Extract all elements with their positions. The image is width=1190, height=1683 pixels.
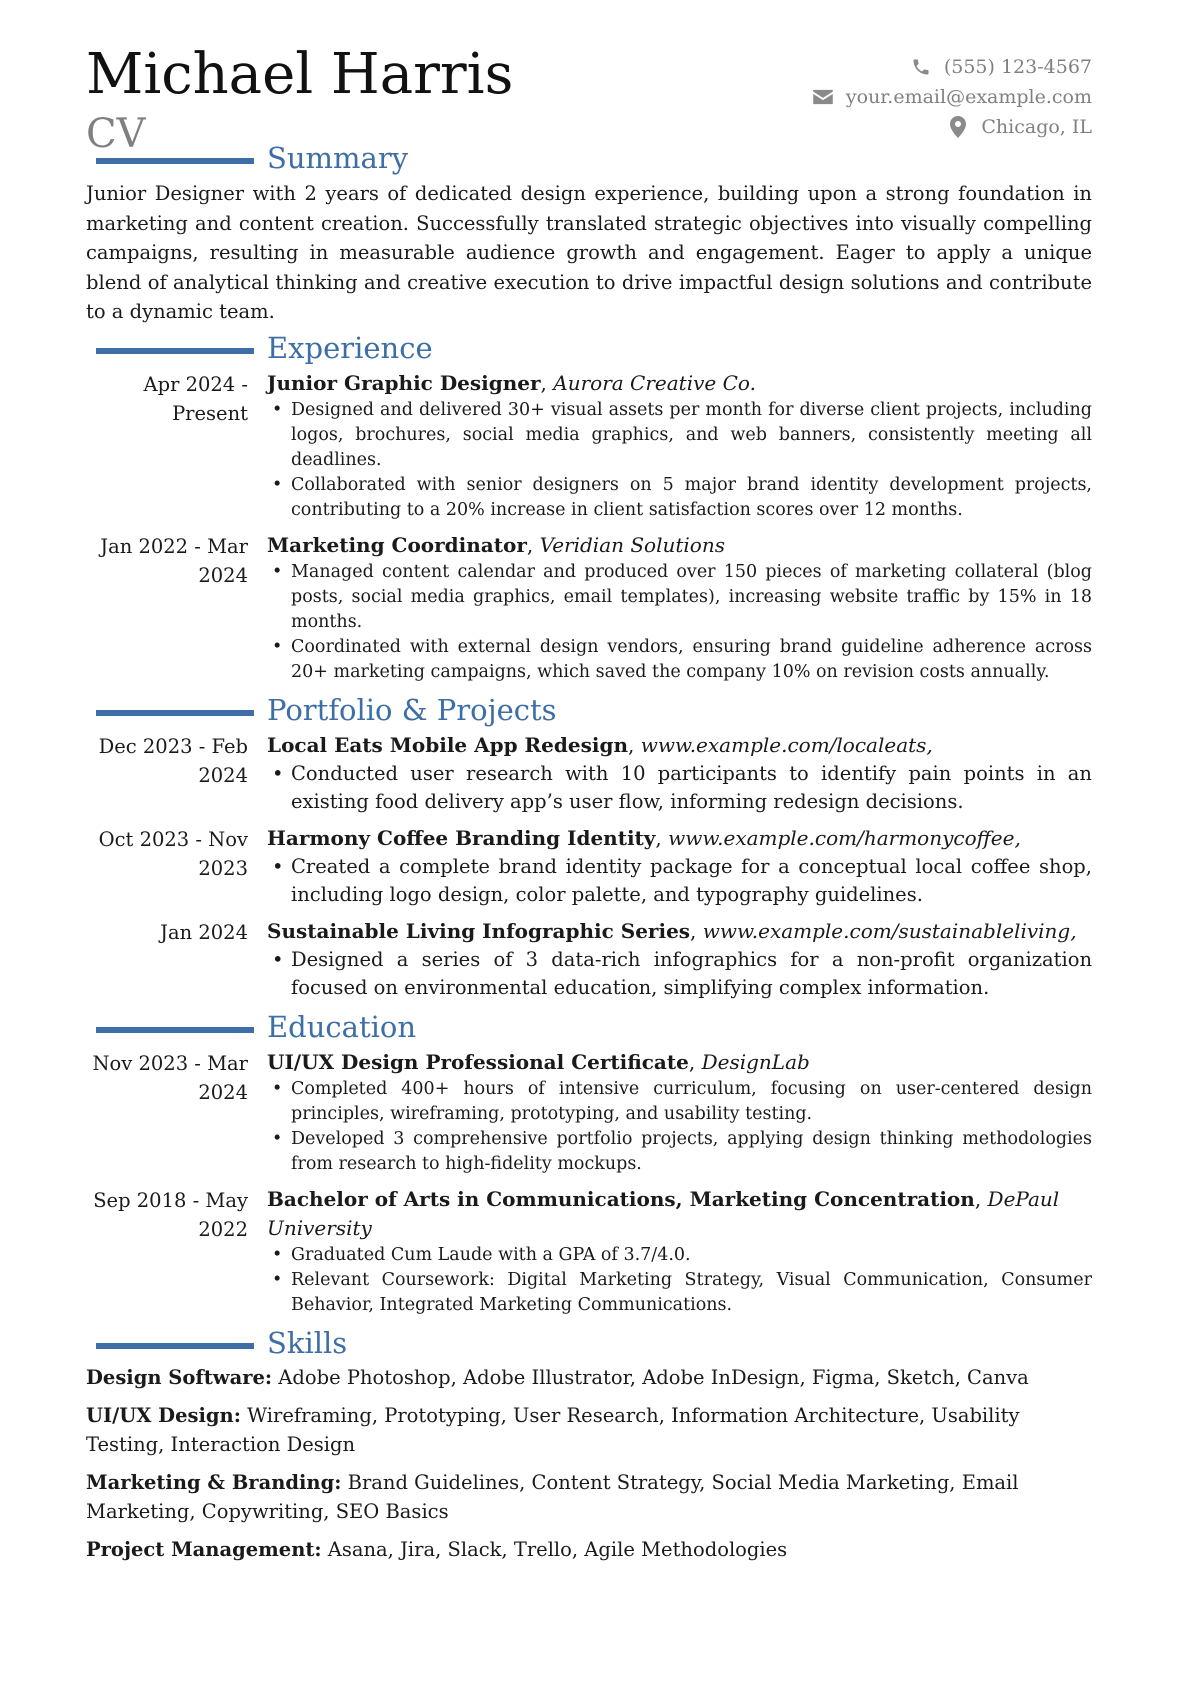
entry-bullets [267, 560, 1092, 685]
list-item: • Completed 400+ hours of intensive curriculum, focusing on user-centered design principles, wireframing, prototyping, and usability testing. [267, 1077, 1092, 1127]
education-entry: Sep 2018 - May 2022 Bachelor of Arts in Communications, Marketing Concentration, DePaul University • Graduated Cum Laude with a GPA of 3.7/4.0. • Relevant Coursework: Digital Marketing Strategy, Visual Communication, Consumer Behavior, Integrated Marketing Communications. [86, 1185, 1092, 1318]
project-entry: Dec 2023 - Feb 2024 Local Eats Mobile App Redesign, www.example.com/localeats, • Conducted user research with 10 participants to identify pain points in an existing food delivery app’s user flow, informing redesign decisions. [86, 731, 1092, 816]
section-header-summary [86, 141, 1092, 179]
section-accent-bar [96, 1343, 254, 1349]
list-item: • Designed a series of 3 data-rich infographics for a non-profit organization focused on environmental education, simplifying complex information. [267, 946, 1092, 1002]
list-item: • Relevant Coursework: Digital Marketing Strategy, Visual Communication, Consumer Behavior, Integrated Marketing Communications. [267, 1268, 1092, 1318]
skill-label: UI/UX Design: [86, 1404, 241, 1427]
entry-bullets [267, 853, 1092, 909]
entry-bullets [267, 760, 1092, 816]
section-accent-bar [96, 158, 254, 164]
section-accent-bar [96, 348, 254, 354]
section-header-education [86, 1010, 1092, 1048]
list-item: • Developed 3 comprehensive portfolio projects, applying design thinking methodologies from research to high-fidelity mockups. [267, 1127, 1092, 1177]
entry-date: Apr 2024 - Present [143, 372, 248, 425]
project-entry: Oct 2023 - Nov 2023 Harmony Coffee Branding Identity, www.example.com/harmonycoffee, • Created a complete brand identity package for a conceptual local coffee shop, including logo design, color palette, and typography guidelines. [86, 824, 1092, 909]
list-item: • Created a complete brand identity package for a conceptual local coffee shop, including logo design, color palette, and typography guidelines. [267, 853, 1092, 909]
skill-values: Asana, Jira, Slack, Trello, Agile Methodologies [327, 1538, 788, 1561]
email-address: your.email@example.com [845, 86, 1092, 108]
entry-org: DesignLab [701, 1049, 810, 1074]
list-item: • Collaborated with senior designers on 5 major brand identity development projects, contributing to a 20% increase in client satisfaction scores over 12 months. [267, 473, 1092, 523]
skills-list [86, 1364, 1092, 1565]
section-title: Summary [267, 141, 409, 175]
entry-bullets [267, 398, 1092, 523]
entry-degree: Bachelor of Arts in Communications, Marketing Concentration [267, 1186, 975, 1211]
project-entry: Jan 2024 Sustainable Living Infographic Series, www.example.com/sustainableliving, • Designed a series of 3 data-rich infographics for a non-profit organization focused on environmental education, simplifying complex information. [86, 917, 1092, 1002]
section-accent-bar [96, 710, 254, 716]
entry-org: Aurora Creative Co. [553, 370, 756, 395]
skill-group [86, 1469, 1092, 1526]
skill-label: Design Software: [86, 1365, 273, 1389]
skill-values: Brand Guidelines, Content Strategy, Social Media Marketing, Email Marketing, Copywriting, SEO Basics [86, 1471, 1019, 1523]
list-item: • Conducted user research with 10 participants to identify pain points in an existing food delivery app’s user flow, informing redesign decisions. [267, 760, 1092, 816]
project-name: Local Eats Mobile App Redesign [267, 732, 628, 757]
section-title: Portfolio & Projects [267, 692, 557, 727]
contact-location [672, 112, 1092, 142]
entry-date: Nov 2023 - Mar 2024 [92, 1051, 248, 1104]
phone-icon [908, 56, 934, 78]
entry-date: Sep 2018 - May 2022 [93, 1188, 248, 1241]
section-header-skills [86, 1326, 1092, 1364]
entry-role: Marketing Coordinator [267, 532, 527, 557]
list-item: • Graduated Cum Laude with a GPA of 3.7/4.0. [267, 1243, 1092, 1268]
candidate-name: Michael Harris [86, 42, 514, 107]
list-item: • Managed content calendar and produced over 150 pieces of marketing collateral (blog posts, social media graphics, email templates), increasing website traffic by 15% in 18 months. [267, 560, 1092, 635]
entry-date: Jan 2024 [160, 920, 248, 944]
skill-values: Adobe Photoshop, Adobe Illustrator, Adobe InDesign, Figma, Sketch, Canva [278, 1365, 1029, 1389]
project-name: Harmony Coffee Branding Identity [267, 825, 656, 850]
entry-bullets [267, 1077, 1092, 1177]
entry-org: DePaul University [267, 1186, 1060, 1240]
list-item: • Coordinated with external design vendors, ensuring brand guideline adherence across 20+ marketing campaigns, which saved the company 10% on revision costs annually. [267, 635, 1092, 685]
project-link[interactable]: www.example.com/sustainableliving, [702, 918, 1077, 943]
contact-phone[interactable] [672, 52, 1092, 82]
skill-group [86, 1402, 1092, 1459]
entry-role: Junior Graphic Designer [267, 370, 541, 395]
skill-label: Marketing & Branding: [86, 1471, 342, 1494]
entry-date: Oct 2023 - Nov 2023 [98, 827, 248, 880]
entry-bullets [267, 1243, 1092, 1318]
envelope-icon [810, 86, 836, 108]
section-accent-bar [96, 1027, 254, 1033]
entry-date: Jan 2022 - Mar 2024 [100, 534, 248, 587]
section-title: Education [267, 1009, 417, 1044]
contact-info [672, 52, 1092, 142]
location-text: Chicago, IL [981, 116, 1092, 138]
contact-email[interactable] [672, 82, 1092, 112]
cv-content [86, 141, 1092, 1575]
document-subtitle: CV [86, 111, 146, 157]
section-header-projects [86, 693, 1092, 731]
section-title: Skills [267, 1325, 348, 1360]
map-marker-icon [945, 116, 971, 138]
experience-entry: Apr 2024 - Present Junior Graphic Designer, Aurora Creative Co. • Designed and delivered 30+ visual assets per month for diverse client projects, including logos, brochures, social media graphics, and web banners, consistently meeting all deadlines. • Collaborated with senior designers on 5 major brand identity development projects, contributing to a 20% increase in client satisfaction scores over 12 months. [86, 369, 1092, 523]
summary-text: Junior Designer with 2 years of dedicated design experience, building upon a strong foundation in marketing and content creation. Successfully translated strategic objectives into visually compelling campaigns, resulting in measurable audience growth and engagement. Eager to apply a unique blend of analytical thinking and creative execution to drive impactful design solutions and contribute to a dynamic team. [86, 182, 1092, 323]
project-name: Sustainable Living Infographic Series [267, 918, 691, 943]
skill-group [86, 1364, 1092, 1393]
project-link[interactable]: www.example.com/localeats, [640, 732, 933, 757]
skill-group [86, 1536, 1092, 1565]
entry-org: Veridian Solutions [539, 532, 725, 557]
experience-entry: Jan 2022 - Mar 2024 Marketing Coordinator, Veridian Solutions • Managed content calendar and produced over 150 pieces of marketing collateral (blog posts, social media graphics, email templates), increasing website traffic by 15% in 18 months. • Coordinated with external design vendors, ensuring brand guideline adherence across 20+ marketing campaigns, which saved the company 10% on revision costs annually. [86, 531, 1092, 685]
entry-date: Dec 2023 - Feb 2024 [98, 734, 248, 787]
skill-values: Wireframing, Prototyping, User Research, Information Architecture, Usability Testing, Interaction Design [86, 1404, 1020, 1456]
list-item: • Designed and delivered 30+ visual assets per month for diverse client projects, including logos, brochures, social media graphics, and web banners, consistently meeting all deadlines. [267, 398, 1092, 473]
entry-bullets [267, 946, 1092, 1002]
section-header-experience [86, 331, 1092, 369]
section-title: Experience [267, 330, 433, 365]
entry-degree: UI/UX Design Professional Certificate [267, 1049, 689, 1074]
project-link[interactable]: www.example.com/harmonycoffee, [668, 825, 1021, 850]
phone-number: (555) 123-4567 [943, 56, 1092, 78]
education-entry: Nov 2023 - Mar 2024 UI/UX Design Professional Certificate, DesignLab • Completed 400+ hours of intensive curriculum, focusing on user-centered design principles, wireframing, prototyping, and usability testing. • Developed 3 comprehensive portfolio projects, applying design thinking methodologies from research to high-fidelity mockups. [86, 1048, 1092, 1177]
skill-label: Project Management: [86, 1538, 322, 1561]
